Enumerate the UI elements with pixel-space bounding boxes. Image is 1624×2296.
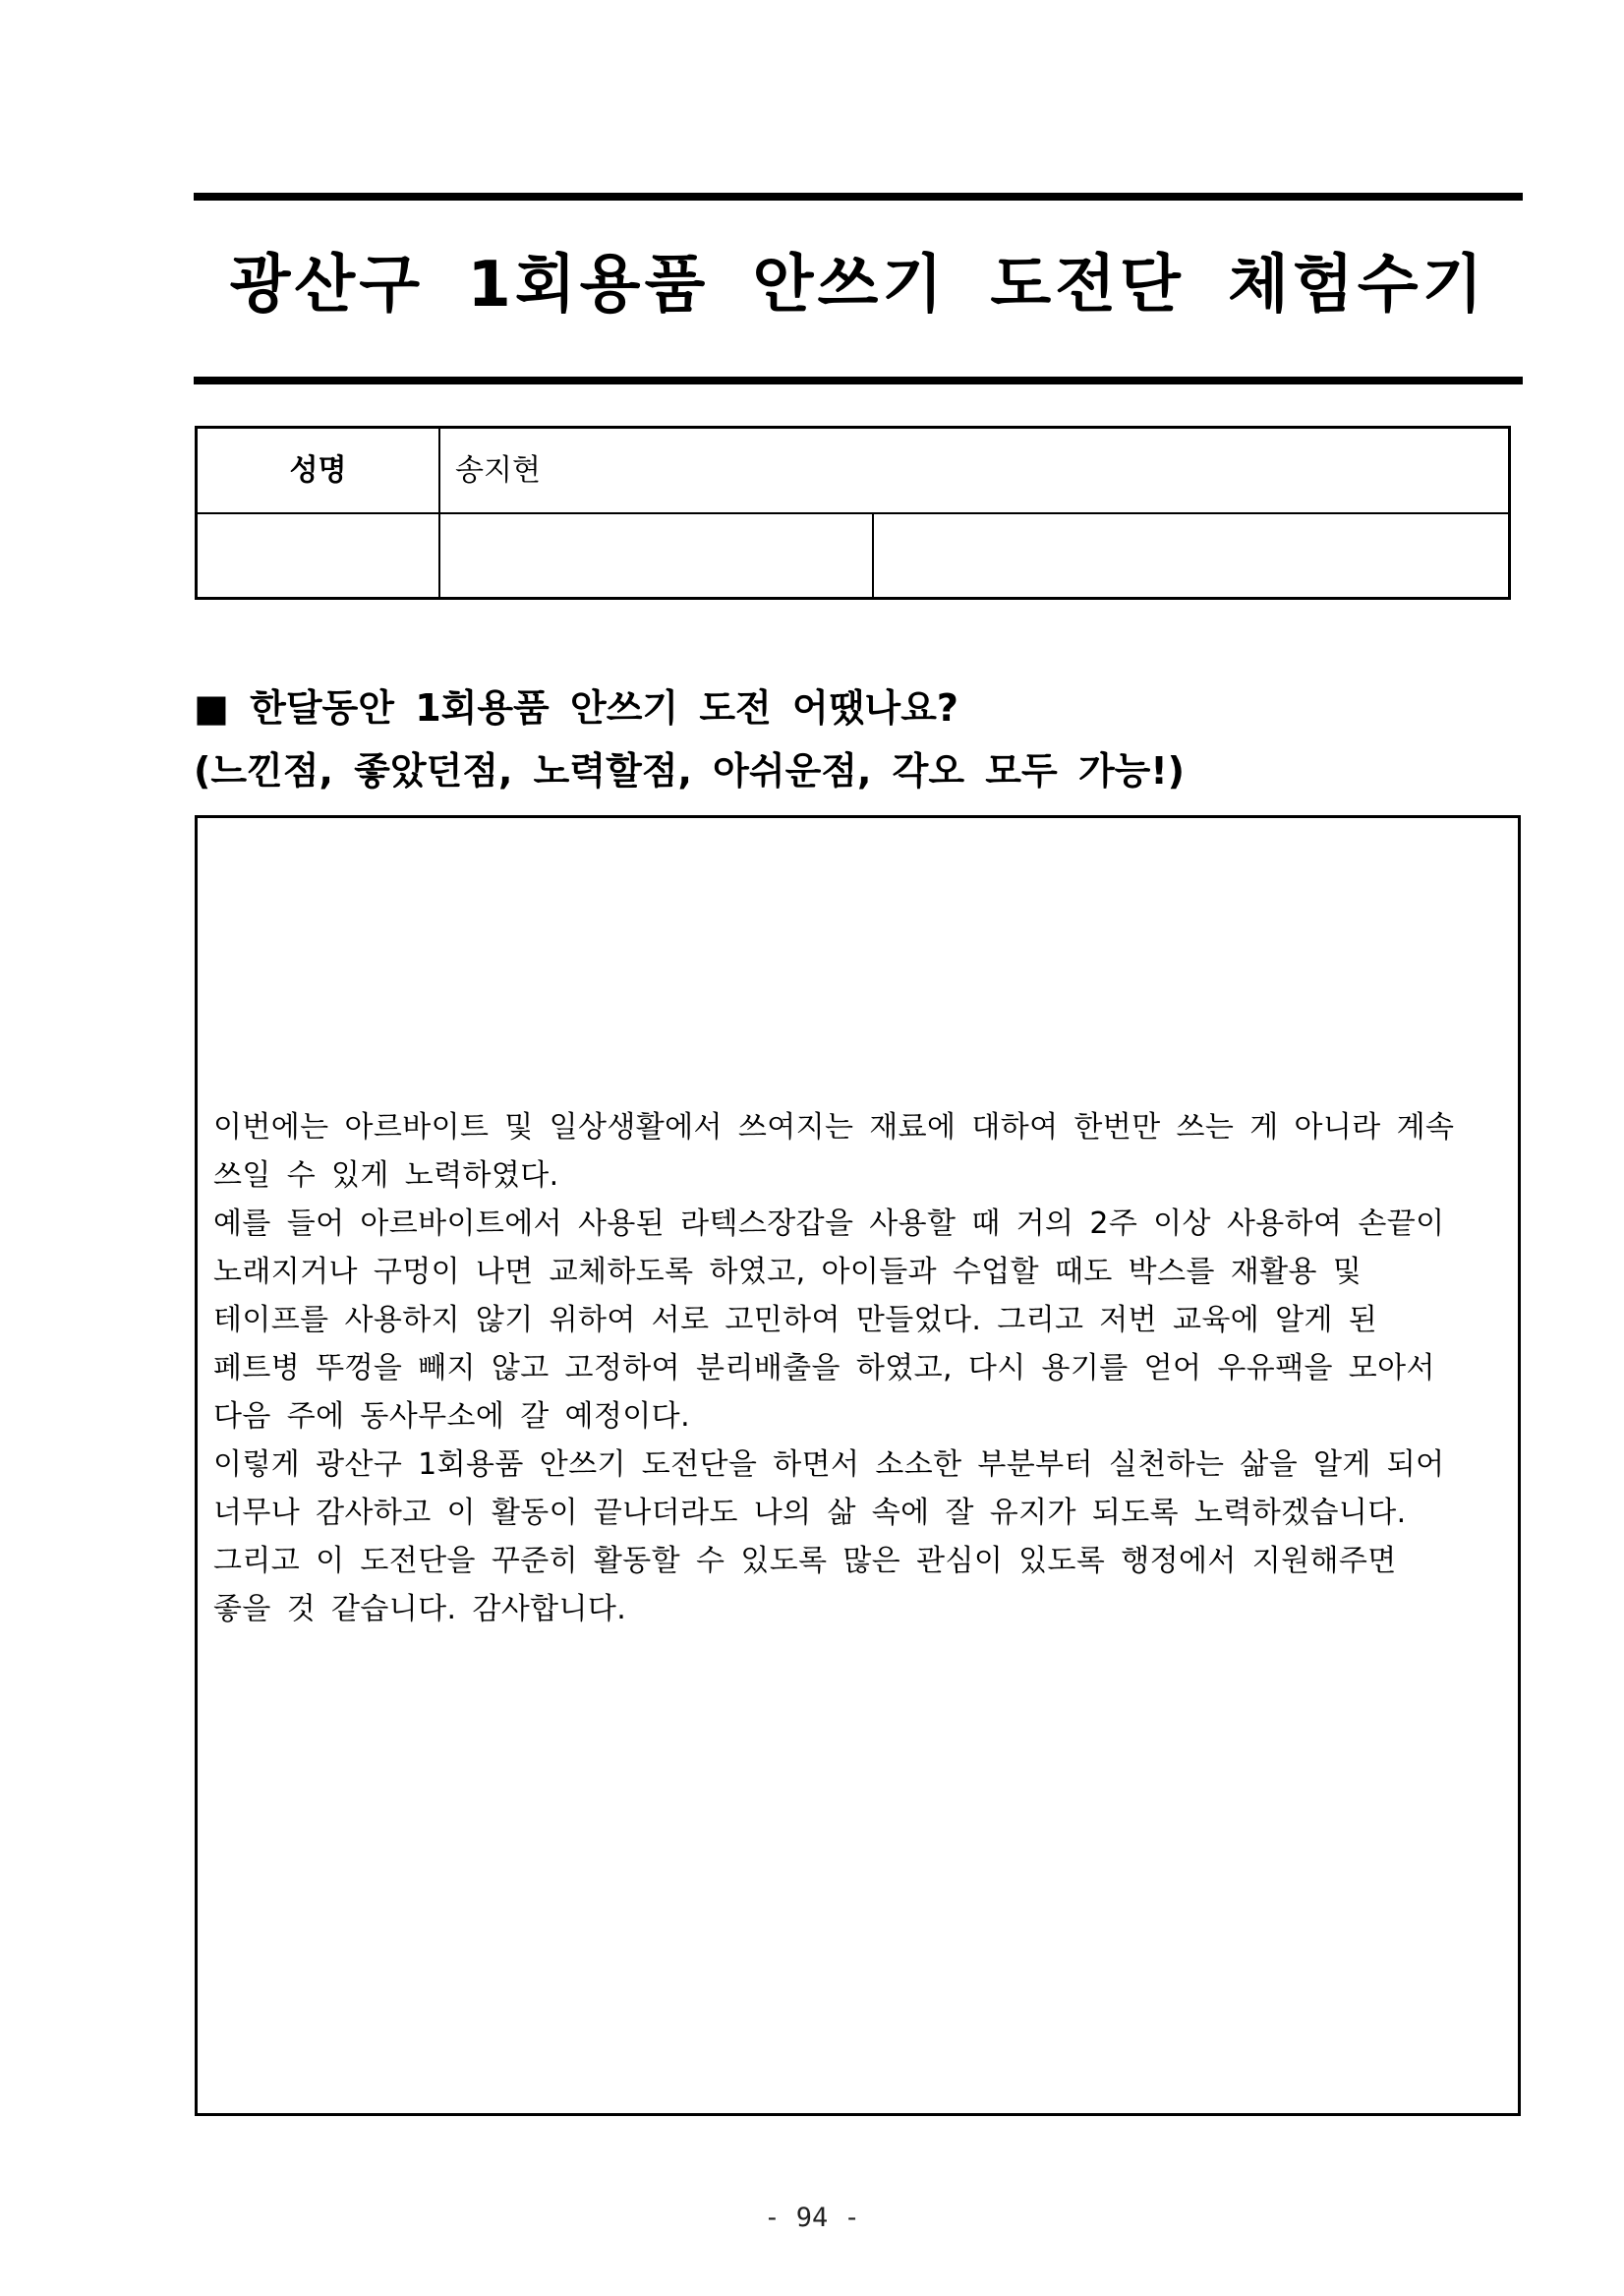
document-title: 광산구 1회용품 안쓰기 도전단 체험수기 bbox=[229, 249, 1487, 322]
name-value: 송지현 bbox=[455, 453, 541, 488]
page-number: - 94 - bbox=[764, 2203, 860, 2233]
answer-text: 이번에는 아르바이트 및 일상생활에서 쓰여지는 재료에 대하여 한번만 쓰는 게 아니라 계속 쓰일 수 있게 노력하였다. 예를 들어 아르바이트에서 사용된 라텍스장갑을 사용할 때 거의 2주 이상 사용하여 손끝이 노래지거나 구멍이 나면 교체하도록 하였고, 아이들과 수업할 때도 박스를 재활용 및 테이프를 사용하지 않기 위하여 서로 고민하여 만들었다. 그리고 저번 교육에 알게 된 페트병 뚜껑을 빼지 않고 고정하여 분리배출을 하였고, 다시 용기를 얻어 우유팩을 모아서 다음 주에 동사무소에 갈 예정이다. 이렇게 광산구 1회용품 안쓰기 도전단을 하면서 소소한 부분부터 실천하는 삶을 알게 되어 너무나 감사하고 이 활동이 끝나더라도 나의 삶 속에 잘 유지가 되도록 노력하겠습니다. 그리고 이 도전단을 꾸준히 활동할 수 있도록 많은 관심이 있도록 행정에서 지원해주면 좋을 것 같습니다. 감사합니다. bbox=[213, 1110, 1455, 1626]
answer-box bbox=[195, 815, 1521, 2116]
table-column-divider bbox=[438, 429, 440, 597]
table-column-divider bbox=[872, 514, 874, 597]
info-table bbox=[195, 426, 1511, 600]
name-label: 성명 bbox=[289, 453, 347, 488]
question-line-1: ■ 한달동안 1회용품 안쓰기 도전 어땠나요? bbox=[194, 686, 958, 730]
title-bottom-rule bbox=[194, 377, 1523, 384]
question-line-2: (느낀점, 좋았던점, 노력할점, 아쉬운점, 각오 모두 가능!) bbox=[194, 749, 1186, 793]
question-heading bbox=[194, 677, 1185, 802]
table-row-divider bbox=[198, 512, 1508, 514]
title-top-rule bbox=[194, 193, 1523, 201]
